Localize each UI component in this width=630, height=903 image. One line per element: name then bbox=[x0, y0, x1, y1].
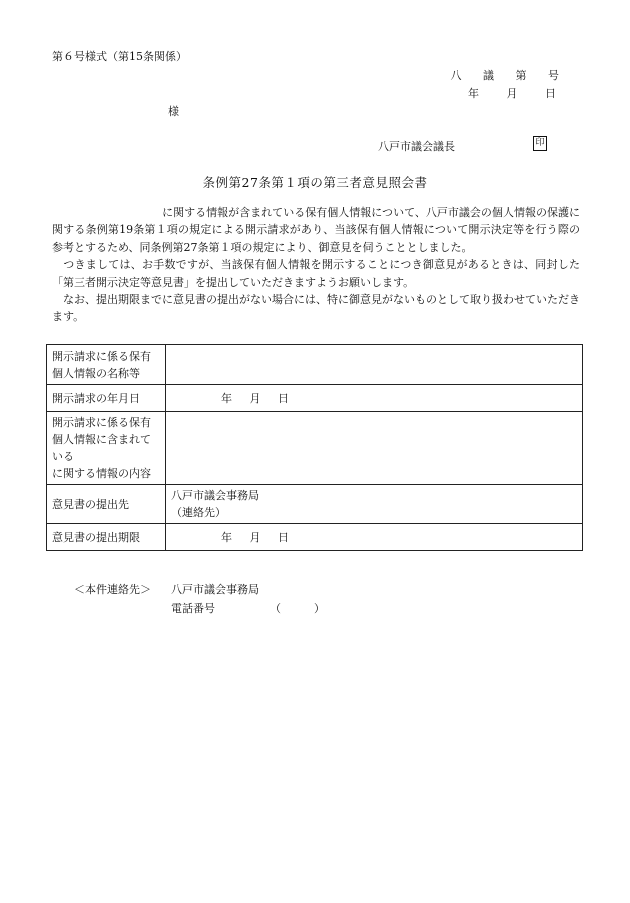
contact-phone-field: （ ） bbox=[270, 602, 325, 615]
table-row bbox=[47, 412, 583, 485]
row-label: 開示請求の年月日 bbox=[47, 385, 166, 412]
addressee: 様 bbox=[168, 105, 179, 118]
table-row bbox=[47, 485, 583, 524]
form-number: 第６号様式（第15条関係） bbox=[52, 50, 187, 63]
body-paragraph: つきましては、お手数ですが、当該保有個人情報を開示することにつき御意見があるときは、同封した「第三者開示決定等意見書」を提出していただきますようお願いします。 bbox=[52, 258, 580, 289]
contact-phone-label: 電話番号 bbox=[171, 602, 215, 615]
table-row bbox=[47, 385, 583, 412]
row-value bbox=[166, 412, 583, 485]
row-value: 年 月 日 bbox=[166, 524, 583, 551]
row-value: 年 月 日 bbox=[166, 385, 583, 412]
body-paragraph: に関する情報が含まれている保有個人情報について、八戸市議会の個人情報の保護に関する条例第19条第１項の規定による開示請求があり、当該保有個人情報について開示決定等を行う際の参考とするため、同条例第27条第１項の規定により、御意見を伺うこととしました。 bbox=[52, 206, 580, 254]
row-label: 開示請求に係る保有 個人情報に含まれて いる に関する情報の内容 bbox=[47, 412, 166, 485]
row-label: 開示請求に係る保有 個人情報の名称等 bbox=[47, 345, 166, 385]
row-value bbox=[166, 345, 583, 385]
body-text bbox=[52, 204, 580, 326]
body-paragraph: なお、提出期限までに意見書の提出がない場合には、特に御意見がないものとして取り扱わせていただきます。 bbox=[52, 293, 580, 324]
row-label: 意見書の提出期限 bbox=[47, 524, 166, 551]
table-row bbox=[47, 524, 583, 551]
document-number: 八 議 第 号 bbox=[450, 69, 568, 82]
issue-date: 年 月 日 bbox=[468, 87, 568, 100]
table-row bbox=[47, 345, 583, 385]
sender-name: 八戸市議会議長 bbox=[378, 140, 455, 153]
contact-organization: 八戸市議会事務局 bbox=[171, 583, 259, 596]
seal-stamp: 印 bbox=[533, 136, 547, 151]
row-value: 八戸市議会事務局 （連絡先） bbox=[166, 485, 583, 524]
document-title: 条例第27条第１項の第三者意見照会書 bbox=[202, 175, 428, 190]
row-label: 意見書の提出先 bbox=[47, 485, 166, 524]
info-table bbox=[46, 344, 583, 551]
contact-label: ＜本件連絡先＞ bbox=[74, 583, 151, 596]
